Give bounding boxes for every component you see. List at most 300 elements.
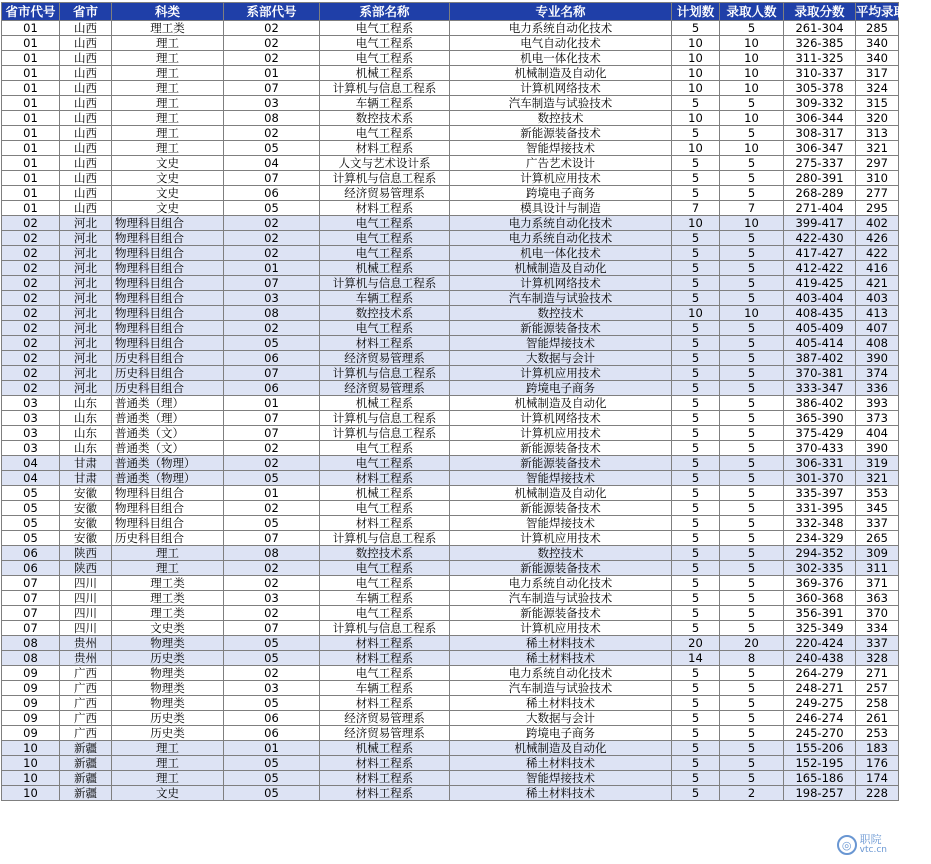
cell-major-name: 机械制造及自动化 — [450, 486, 672, 501]
cell-plan-count: 5 — [672, 621, 720, 636]
cell-province-code: 09 — [2, 681, 60, 696]
watermark-url: vtc.cn — [859, 845, 887, 855]
cell-dept-name: 材料工程系 — [320, 756, 450, 771]
column-header: 计划数 — [672, 3, 720, 21]
cell-province: 山西 — [60, 186, 112, 201]
cell-dept-name: 数控技术系 — [320, 306, 450, 321]
cell-province: 山西 — [60, 81, 112, 96]
column-header: 系部代号 — [224, 3, 320, 21]
cell-category: 物理类 — [112, 681, 224, 696]
cell-dept-code: 02 — [224, 21, 320, 36]
cell-province: 河北 — [60, 231, 112, 246]
cell-average-score: 413 — [856, 306, 899, 321]
cell-province-code: 07 — [2, 621, 60, 636]
column-header: 系部名称 — [320, 3, 450, 21]
cell-major-name: 智能焊接技术 — [450, 771, 672, 786]
cell-dept-code: 07 — [224, 171, 320, 186]
cell-province: 河北 — [60, 216, 112, 231]
cell-category: 普通类（物理） — [112, 471, 224, 486]
cell-province-code: 01 — [2, 66, 60, 81]
table-row — [2, 186, 899, 201]
cell-major-name: 大数据与会计 — [450, 711, 672, 726]
cell-category: 理工 — [112, 741, 224, 756]
cell-dept-code: 03 — [224, 591, 320, 606]
cell-province-code: 01 — [2, 36, 60, 51]
cell-dept-code: 05 — [224, 516, 320, 531]
cell-province-code: 03 — [2, 411, 60, 426]
cell-province-code: 09 — [2, 696, 60, 711]
cell-dept-code: 05 — [224, 771, 320, 786]
cell-dept-name: 材料工程系 — [320, 516, 450, 531]
cell-province-code: 01 — [2, 156, 60, 171]
cell-category: 理工 — [112, 36, 224, 51]
cell-average-score: 309 — [856, 546, 899, 561]
cell-major-name: 机械制造及自动化 — [450, 261, 672, 276]
admission-table — [1, 2, 931, 801]
cell-admitted-count: 5 — [720, 456, 784, 471]
cell-province: 山西 — [60, 36, 112, 51]
cell-category: 物理类 — [112, 666, 224, 681]
cell-average-score: 345 — [856, 501, 899, 516]
cell-score-range: 332-348 — [784, 516, 856, 531]
cell-province: 新疆 — [60, 741, 112, 756]
cell-province: 广西 — [60, 711, 112, 726]
cell-admitted-count: 5 — [720, 606, 784, 621]
cell-plan-count: 7 — [672, 201, 720, 216]
cell-province-code: 01 — [2, 171, 60, 186]
cell-admitted-count: 5 — [720, 711, 784, 726]
cell-average-score: 370 — [856, 606, 899, 621]
cell-score-range: 294-352 — [784, 546, 856, 561]
cell-score-range: 365-390 — [784, 411, 856, 426]
cell-category: 物理科目组合 — [112, 291, 224, 306]
cell-province-code: 08 — [2, 636, 60, 651]
table-row — [2, 246, 899, 261]
cell-average-score: 334 — [856, 621, 899, 636]
cell-province: 安徽 — [60, 486, 112, 501]
cell-dept-code: 04 — [224, 156, 320, 171]
cell-score-range: 417-427 — [784, 246, 856, 261]
cell-plan-count: 10 — [672, 66, 720, 81]
cell-score-range: 370-433 — [784, 441, 856, 456]
cell-dept-name: 电气工程系 — [320, 606, 450, 621]
cell-dept-code: 02 — [224, 51, 320, 66]
cell-average-score: 174 — [856, 771, 899, 786]
cell-province: 山西 — [60, 66, 112, 81]
cell-province-code: 09 — [2, 711, 60, 726]
cell-admitted-count: 5 — [720, 246, 784, 261]
table-row — [2, 306, 899, 321]
cell-average-score: 228 — [856, 786, 899, 801]
cell-plan-count: 5 — [672, 696, 720, 711]
cell-dept-code: 07 — [224, 81, 320, 96]
cell-major-name: 机电一体化技术 — [450, 246, 672, 261]
cell-admitted-count: 10 — [720, 141, 784, 156]
cell-admitted-count: 5 — [720, 231, 784, 246]
cell-category: 历史类 — [112, 726, 224, 741]
cell-province-code: 01 — [2, 51, 60, 66]
cell-province-code: 05 — [2, 501, 60, 516]
cell-score-range: 405-414 — [784, 336, 856, 351]
cell-admitted-count: 5 — [720, 276, 784, 291]
cell-dept-code: 08 — [224, 306, 320, 321]
cell-dept-name: 电气工程系 — [320, 216, 450, 231]
cell-dept-code: 01 — [224, 396, 320, 411]
cell-average-score: 313 — [856, 126, 899, 141]
cell-score-range: 333-347 — [784, 381, 856, 396]
cell-score-range: 302-335 — [784, 561, 856, 576]
table-row — [2, 396, 899, 411]
table-row — [2, 51, 899, 66]
cell-province-code: 04 — [2, 456, 60, 471]
cell-dept-name: 材料工程系 — [320, 696, 450, 711]
cell-province-code: 08 — [2, 651, 60, 666]
cell-province-code: 02 — [2, 261, 60, 276]
cell-dept-code: 02 — [224, 321, 320, 336]
cell-province: 河北 — [60, 306, 112, 321]
cell-province: 新疆 — [60, 756, 112, 771]
cell-score-range: 308-317 — [784, 126, 856, 141]
cell-score-range: 155-206 — [784, 741, 856, 756]
cell-plan-count: 14 — [672, 651, 720, 666]
cell-category: 文史 — [112, 786, 224, 801]
cell-category: 物理科目组合 — [112, 516, 224, 531]
cell-major-name: 电力系统自动化技术 — [450, 666, 672, 681]
cell-category: 物理科目组合 — [112, 321, 224, 336]
cell-category: 普通类（物理） — [112, 456, 224, 471]
table-row — [2, 456, 899, 471]
cell-major-name: 新能源装备技术 — [450, 501, 672, 516]
cell-admitted-count: 10 — [720, 111, 784, 126]
cell-dept-code: 02 — [224, 456, 320, 471]
cell-province-code: 02 — [2, 306, 60, 321]
cell-plan-count: 5 — [672, 156, 720, 171]
cell-score-range: 412-422 — [784, 261, 856, 276]
cell-dept-name: 电气工程系 — [320, 51, 450, 66]
cell-plan-count: 5 — [672, 576, 720, 591]
cell-plan-count: 5 — [672, 246, 720, 261]
cell-dept-code: 02 — [224, 36, 320, 51]
table-row — [2, 636, 899, 651]
cell-plan-count: 5 — [672, 591, 720, 606]
cell-dept-code: 02 — [224, 501, 320, 516]
table-row — [2, 126, 899, 141]
cell-dept-name: 数控技术系 — [320, 111, 450, 126]
cell-category: 文史 — [112, 171, 224, 186]
cell-average-score: 277 — [856, 186, 899, 201]
cell-category: 物理类 — [112, 696, 224, 711]
cell-dept-name: 材料工程系 — [320, 201, 450, 216]
cell-score-range: 165-186 — [784, 771, 856, 786]
cell-dept-code: 01 — [224, 741, 320, 756]
cell-admitted-count: 5 — [720, 501, 784, 516]
cell-category: 普通类（理） — [112, 411, 224, 426]
column-header: 专业名称 — [450, 3, 672, 21]
cell-average-score: 253 — [856, 726, 899, 741]
cell-province: 广西 — [60, 681, 112, 696]
cell-score-range: 264-279 — [784, 666, 856, 681]
cell-major-name: 新能源装备技术 — [450, 561, 672, 576]
cell-province-code: 03 — [2, 396, 60, 411]
cell-dept-name: 计算机与信息工程系 — [320, 531, 450, 546]
table-row — [2, 276, 899, 291]
cell-province-code: 02 — [2, 246, 60, 261]
cell-dept-code: 06 — [224, 381, 320, 396]
cell-admitted-count: 5 — [720, 186, 784, 201]
cell-province: 甘肃 — [60, 471, 112, 486]
cell-plan-count: 5 — [672, 441, 720, 456]
cell-average-score: 176 — [856, 756, 899, 771]
cell-admitted-count: 5 — [720, 696, 784, 711]
cell-province-code: 02 — [2, 291, 60, 306]
cell-dept-name: 电气工程系 — [320, 456, 450, 471]
cell-plan-count: 5 — [672, 186, 720, 201]
cell-dept-code: 05 — [224, 696, 320, 711]
cell-category: 理工类 — [112, 591, 224, 606]
table-row — [2, 771, 899, 786]
cell-category: 物理科目组合 — [112, 231, 224, 246]
table-row — [2, 591, 899, 606]
column-header: 录取分数 — [784, 3, 856, 21]
table-row — [2, 471, 899, 486]
cell-category: 文史 — [112, 186, 224, 201]
cell-average-score: 373 — [856, 411, 899, 426]
cell-dept-name: 机械工程系 — [320, 741, 450, 756]
cell-category: 物理科目组合 — [112, 216, 224, 231]
cell-admitted-count: 5 — [720, 126, 784, 141]
cell-category: 普通类（理） — [112, 396, 224, 411]
cell-dept-name: 材料工程系 — [320, 771, 450, 786]
cell-admitted-count: 7 — [720, 201, 784, 216]
cell-province-code: 01 — [2, 186, 60, 201]
cell-province-code: 09 — [2, 666, 60, 681]
cell-province: 山西 — [60, 51, 112, 66]
cell-category: 物理科目组合 — [112, 276, 224, 291]
table-row — [2, 441, 899, 456]
cell-province-code: 01 — [2, 126, 60, 141]
cell-average-score: 416 — [856, 261, 899, 276]
cell-admitted-count: 5 — [720, 546, 784, 561]
cell-average-score: 421 — [856, 276, 899, 291]
cell-province-code: 02 — [2, 276, 60, 291]
cell-score-range: 370-381 — [784, 366, 856, 381]
cell-dept-name: 材料工程系 — [320, 651, 450, 666]
cell-province: 陕西 — [60, 561, 112, 576]
cell-average-score: 340 — [856, 36, 899, 51]
table-row — [2, 501, 899, 516]
cell-category: 理工 — [112, 771, 224, 786]
cell-admitted-count: 5 — [720, 441, 784, 456]
cell-province-code: 05 — [2, 486, 60, 501]
cell-average-score: 328 — [856, 651, 899, 666]
cell-major-name: 计算机应用技术 — [450, 426, 672, 441]
cell-category: 历史科目组合 — [112, 351, 224, 366]
cell-province-code: 07 — [2, 576, 60, 591]
cell-province-code: 07 — [2, 591, 60, 606]
cell-score-range: 301-370 — [784, 471, 856, 486]
cell-admitted-count: 5 — [720, 666, 784, 681]
table-row — [2, 561, 899, 576]
table-row — [2, 516, 899, 531]
cell-province: 山东 — [60, 396, 112, 411]
cell-score-range: 249-275 — [784, 696, 856, 711]
cell-plan-count: 5 — [672, 726, 720, 741]
cell-admitted-count: 5 — [720, 576, 784, 591]
cell-admitted-count: 5 — [720, 411, 784, 426]
cell-dept-code: 06 — [224, 351, 320, 366]
cell-score-range: 356-391 — [784, 606, 856, 621]
cell-plan-count: 5 — [672, 366, 720, 381]
cell-major-name: 稀土材料技术 — [450, 756, 672, 771]
cell-province: 四川 — [60, 591, 112, 606]
cell-category: 物理科目组合 — [112, 261, 224, 276]
cell-category: 普通类（文） — [112, 441, 224, 456]
column-header: 省市代号 — [2, 3, 60, 21]
cell-dept-name: 经济贸易管理系 — [320, 711, 450, 726]
cell-category: 理工 — [112, 561, 224, 576]
cell-admitted-count: 5 — [720, 726, 784, 741]
table-row — [2, 216, 899, 231]
cell-province: 河北 — [60, 261, 112, 276]
table-body — [2, 21, 899, 801]
cell-province-code: 02 — [2, 321, 60, 336]
cell-dept-name: 材料工程系 — [320, 786, 450, 801]
cell-province: 山西 — [60, 96, 112, 111]
cell-admitted-count: 5 — [720, 681, 784, 696]
table-row — [2, 756, 899, 771]
table-row — [2, 231, 899, 246]
cell-province: 山西 — [60, 21, 112, 36]
cell-category: 理工类 — [112, 606, 224, 621]
cell-dept-name: 机械工程系 — [320, 396, 450, 411]
cell-major-name: 稀土材料技术 — [450, 786, 672, 801]
cell-dept-code: 05 — [224, 141, 320, 156]
cell-province-code: 10 — [2, 771, 60, 786]
cell-category: 物理科目组合 — [112, 486, 224, 501]
cell-dept-name: 电气工程系 — [320, 441, 450, 456]
cell-plan-count: 10 — [672, 306, 720, 321]
cell-admitted-count: 5 — [720, 156, 784, 171]
cell-dept-code: 02 — [224, 231, 320, 246]
cell-province: 山西 — [60, 201, 112, 216]
cell-province-code: 01 — [2, 96, 60, 111]
cell-score-range: 234-329 — [784, 531, 856, 546]
cell-dept-name: 计算机与信息工程系 — [320, 81, 450, 96]
cell-dept-name: 经济贸易管理系 — [320, 186, 450, 201]
cell-dept-code: 05 — [224, 756, 320, 771]
table-row — [2, 141, 899, 156]
cell-province-code: 03 — [2, 441, 60, 456]
cell-major-name: 智能焊接技术 — [450, 141, 672, 156]
table-row — [2, 66, 899, 81]
cell-category: 理工 — [112, 96, 224, 111]
cell-average-score: 310 — [856, 171, 899, 186]
cell-plan-count: 5 — [672, 351, 720, 366]
cell-plan-count: 5 — [672, 531, 720, 546]
cell-dept-code: 06 — [224, 711, 320, 726]
cell-average-score: 319 — [856, 456, 899, 471]
cell-average-score: 408 — [856, 336, 899, 351]
cell-dept-name: 电气工程系 — [320, 21, 450, 36]
cell-average-score: 390 — [856, 441, 899, 456]
cell-plan-count: 5 — [672, 561, 720, 576]
table-row — [2, 171, 899, 186]
cell-province-code: 02 — [2, 366, 60, 381]
cell-dept-code: 08 — [224, 546, 320, 561]
cell-category: 理工 — [112, 546, 224, 561]
cell-plan-count: 10 — [672, 36, 720, 51]
cell-average-score: 271 — [856, 666, 899, 681]
cell-category: 物理科目组合 — [112, 336, 224, 351]
cell-admitted-count: 5 — [720, 261, 784, 276]
cell-dept-code: 05 — [224, 651, 320, 666]
cell-dept-name: 材料工程系 — [320, 471, 450, 486]
cell-score-range: 305-378 — [784, 81, 856, 96]
cell-dept-code: 06 — [224, 726, 320, 741]
cell-province: 广西 — [60, 696, 112, 711]
cell-major-name: 汽车制造与试验技术 — [450, 591, 672, 606]
cell-category: 文史 — [112, 156, 224, 171]
cell-province: 安徽 — [60, 501, 112, 516]
cell-score-range: 403-404 — [784, 291, 856, 306]
column-header: 科类 — [112, 3, 224, 21]
cell-score-range: 405-409 — [784, 321, 856, 336]
table-row — [2, 81, 899, 96]
cell-dept-name: 车辆工程系 — [320, 291, 450, 306]
cell-average-score: 285 — [856, 21, 899, 36]
cell-major-name: 电力系统自动化技术 — [450, 576, 672, 591]
cell-dept-code: 03 — [224, 96, 320, 111]
table-row — [2, 696, 899, 711]
cell-dept-code: 07 — [224, 411, 320, 426]
cell-major-name: 电力系统自动化技术 — [450, 21, 672, 36]
cell-province: 新疆 — [60, 786, 112, 801]
table-row — [2, 531, 899, 546]
cell-average-score: 336 — [856, 381, 899, 396]
cell-score-range: 310-337 — [784, 66, 856, 81]
cell-admitted-count: 5 — [720, 336, 784, 351]
cell-province: 贵州 — [60, 651, 112, 666]
cell-major-name: 大数据与会计 — [450, 351, 672, 366]
cell-province-code: 03 — [2, 426, 60, 441]
cell-plan-count: 5 — [672, 486, 720, 501]
cell-admitted-count: 20 — [720, 636, 784, 651]
cell-plan-count: 5 — [672, 381, 720, 396]
cell-average-score: 311 — [856, 561, 899, 576]
cell-plan-count: 10 — [672, 81, 720, 96]
cell-dept-name: 车辆工程系 — [320, 96, 450, 111]
cell-major-name: 稀土材料技术 — [450, 696, 672, 711]
cell-major-name: 跨境电子商务 — [450, 381, 672, 396]
cell-plan-count: 5 — [672, 606, 720, 621]
cell-province: 山西 — [60, 111, 112, 126]
cell-admitted-count: 5 — [720, 396, 784, 411]
cell-dept-code: 08 — [224, 111, 320, 126]
cell-province-code: 04 — [2, 471, 60, 486]
cell-province: 山东 — [60, 411, 112, 426]
cell-plan-count: 5 — [672, 336, 720, 351]
cell-plan-count: 5 — [672, 456, 720, 471]
cell-dept-code: 05 — [224, 636, 320, 651]
table-row — [2, 726, 899, 741]
cell-category: 理工类 — [112, 21, 224, 36]
table-row — [2, 711, 899, 726]
cell-average-score: 337 — [856, 636, 899, 651]
cell-admitted-count: 5 — [720, 21, 784, 36]
cell-category: 理工 — [112, 756, 224, 771]
cell-admitted-count: 10 — [720, 51, 784, 66]
cell-dept-name: 电气工程系 — [320, 666, 450, 681]
